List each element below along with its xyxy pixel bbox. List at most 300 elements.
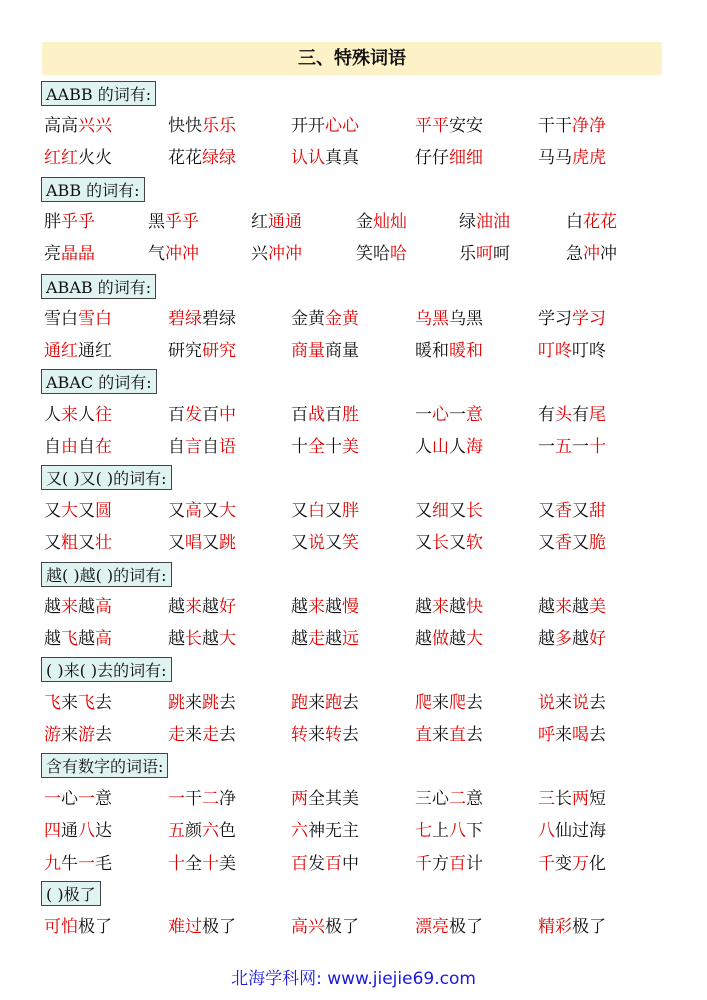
plain-char: 快快 bbox=[168, 116, 202, 136]
plain-char: 越 bbox=[202, 597, 219, 617]
plain-char: 来 bbox=[555, 693, 572, 713]
word-entry bbox=[415, 915, 483, 939]
word-entry bbox=[44, 531, 112, 555]
highlighted-char: 圆 bbox=[95, 501, 112, 521]
plain-char: 雪白 bbox=[44, 309, 78, 329]
highlighted-char: 冲冲 bbox=[165, 244, 199, 264]
word-entry bbox=[44, 723, 112, 747]
plain-char: 越 bbox=[415, 597, 432, 617]
plain-char: 又 bbox=[538, 501, 555, 521]
highlighted-char: 白 bbox=[308, 501, 325, 521]
highlighted-char: 平平 bbox=[415, 116, 449, 136]
highlighted-char: 大 bbox=[219, 501, 236, 521]
word-entry bbox=[44, 595, 112, 619]
highlighted-char: 往 bbox=[95, 405, 112, 425]
highlighted-char: 说 bbox=[538, 693, 555, 713]
highlighted-char: 细细 bbox=[449, 148, 483, 168]
plain-char: 又 bbox=[202, 533, 219, 553]
highlighted-char: 金黄 bbox=[325, 309, 359, 329]
highlighted-char: 通红 bbox=[44, 341, 78, 361]
word-entry bbox=[168, 146, 236, 170]
highlighted-char: 商量 bbox=[291, 341, 325, 361]
highlighted-char: 认认 bbox=[291, 148, 325, 168]
highlighted-char: 乎乎 bbox=[165, 212, 199, 232]
highlighted-char: 花花 bbox=[583, 212, 617, 232]
plain-char: 又 bbox=[291, 533, 308, 553]
highlighted-char: 万 bbox=[572, 854, 589, 874]
highlighted-char: 在 bbox=[95, 437, 112, 457]
highlighted-char: 山 bbox=[432, 437, 449, 457]
word-entry bbox=[566, 210, 617, 234]
word-entry bbox=[415, 787, 483, 811]
highlighted-char: 高 bbox=[185, 501, 202, 521]
highlighted-char: 呼 bbox=[538, 725, 555, 745]
word-entry bbox=[168, 691, 236, 715]
word-entry bbox=[168, 499, 236, 523]
highlighted-char: 四 bbox=[44, 821, 61, 841]
highlighted-char: 冲冲 bbox=[268, 244, 302, 264]
plain-char: 又 bbox=[78, 533, 95, 553]
plain-char: 碧绿 bbox=[202, 309, 236, 329]
highlighted-char: 六 bbox=[291, 821, 308, 841]
word-entry bbox=[168, 852, 236, 876]
highlighted-char: 绿绿 bbox=[202, 148, 236, 168]
highlighted-char: 八 bbox=[538, 821, 555, 841]
word-entry bbox=[459, 210, 510, 234]
highlighted-char: 来 bbox=[308, 597, 325, 617]
highlighted-char: 游 bbox=[44, 725, 61, 745]
word-entry bbox=[291, 499, 359, 523]
word-entry bbox=[538, 307, 606, 331]
highlighted-char: 爬 bbox=[415, 693, 432, 713]
plain-char: 方 bbox=[432, 854, 449, 874]
word-entry bbox=[44, 819, 112, 843]
plain-char: 来 bbox=[61, 725, 78, 745]
plain-char: 来 bbox=[308, 693, 325, 713]
plain-char: 又 bbox=[325, 533, 342, 553]
highlighted-char: 长 bbox=[432, 533, 449, 553]
highlighted-char: 百 bbox=[291, 854, 308, 874]
highlighted-char: 心 bbox=[432, 405, 449, 425]
word-entry bbox=[538, 627, 606, 651]
plain-char: 极了 bbox=[202, 917, 236, 937]
plain-char: 又 bbox=[538, 533, 555, 553]
highlighted-char: 五 bbox=[555, 437, 572, 457]
word-entry bbox=[415, 627, 483, 651]
highlighted-char: 一 bbox=[78, 854, 95, 874]
highlighted-char: 直 bbox=[415, 725, 432, 745]
plain-char: 越 bbox=[572, 629, 589, 649]
word-entry bbox=[356, 242, 407, 266]
word-row bbox=[44, 146, 684, 170]
plain-char: 去 bbox=[342, 725, 359, 745]
plain-char: 有 bbox=[538, 405, 555, 425]
word-entry bbox=[44, 435, 112, 459]
highlighted-char: 碧绿 bbox=[168, 309, 202, 329]
word-entry bbox=[538, 819, 606, 843]
plain-char: 越 bbox=[168, 629, 185, 649]
plain-char: 一 bbox=[449, 405, 466, 425]
plain-char: 百 bbox=[168, 405, 185, 425]
word-entry bbox=[415, 819, 483, 843]
highlighted-char: 走 bbox=[202, 725, 219, 745]
word-entry bbox=[291, 787, 359, 811]
word-entry bbox=[291, 146, 359, 170]
highlighted-char: 做 bbox=[432, 629, 449, 649]
highlighted-char: 高 bbox=[95, 597, 112, 617]
plain-char: 真真 bbox=[325, 148, 359, 168]
plain-char: 发 bbox=[308, 854, 325, 874]
plain-char: 金黄 bbox=[291, 309, 325, 329]
highlighted-char: 爬 bbox=[449, 693, 466, 713]
word-entry bbox=[44, 403, 112, 427]
plain-char: 去 bbox=[95, 725, 112, 745]
word-row bbox=[44, 531, 684, 555]
highlighted-char: 雪白 bbox=[78, 309, 112, 329]
plain-char: 研究 bbox=[168, 341, 202, 361]
plain-char: 长 bbox=[555, 789, 572, 809]
plain-char: 下 bbox=[466, 821, 483, 841]
word-entry bbox=[44, 242, 95, 266]
highlighted-char: 好 bbox=[589, 629, 606, 649]
highlighted-char: 学习 bbox=[572, 309, 606, 329]
highlighted-char: 两 bbox=[291, 789, 308, 809]
highlighted-char: 言 bbox=[185, 437, 202, 457]
highlighted-char: 跳 bbox=[202, 693, 219, 713]
word-entry bbox=[291, 435, 359, 459]
highlighted-char: 来 bbox=[61, 405, 78, 425]
plain-char: 越 bbox=[538, 597, 555, 617]
plain-char: 又 bbox=[415, 501, 432, 521]
highlighted-char: 百 bbox=[325, 854, 342, 874]
plain-char: 高高 bbox=[44, 116, 78, 136]
highlighted-char: 千 bbox=[415, 854, 432, 874]
highlighted-char: 十 bbox=[202, 854, 219, 874]
plain-char: 又 bbox=[78, 501, 95, 521]
highlighted-char: 八 bbox=[78, 821, 95, 841]
plain-char: 极了 bbox=[449, 917, 483, 937]
plain-char: 黑 bbox=[148, 212, 165, 232]
plain-char: 牛 bbox=[61, 854, 78, 874]
plain-char: 百 bbox=[291, 405, 308, 425]
highlighted-char: 慢 bbox=[342, 597, 359, 617]
word-row bbox=[44, 435, 684, 459]
highlighted-char: 呵 bbox=[476, 244, 493, 264]
plain-char: 全其美 bbox=[308, 789, 359, 809]
word-entry bbox=[415, 146, 483, 170]
plain-char: 来 bbox=[308, 725, 325, 745]
word-entry bbox=[538, 595, 606, 619]
word-row bbox=[44, 242, 684, 266]
plain-char: 人 bbox=[449, 437, 466, 457]
plain-char: 又 bbox=[572, 501, 589, 521]
word-row bbox=[44, 691, 684, 715]
plain-char: 来 bbox=[185, 693, 202, 713]
word-entry bbox=[538, 691, 606, 715]
plain-char: 来 bbox=[432, 725, 449, 745]
word-entry bbox=[148, 210, 199, 234]
plain-char: 去 bbox=[95, 693, 112, 713]
word-entry bbox=[415, 531, 483, 555]
plain-char: 来 bbox=[185, 725, 202, 745]
highlighted-char: 说 bbox=[308, 533, 325, 553]
word-row bbox=[44, 819, 684, 843]
word-entry bbox=[44, 499, 112, 523]
plain-char: 去 bbox=[466, 725, 483, 745]
word-entry bbox=[44, 691, 112, 715]
highlighted-char: 乌黑 bbox=[415, 309, 449, 329]
highlighted-char: 千 bbox=[538, 854, 555, 874]
highlighted-char: 软 bbox=[466, 533, 483, 553]
highlighted-char: 八 bbox=[449, 821, 466, 841]
plain-char: 去 bbox=[342, 693, 359, 713]
highlighted-char: 飞 bbox=[61, 629, 78, 649]
highlighted-char: 壮 bbox=[95, 533, 112, 553]
plain-char: 又 bbox=[415, 533, 432, 553]
highlighted-char: 通通 bbox=[268, 212, 302, 232]
highlighted-char: 意 bbox=[466, 405, 483, 425]
plain-char: 学习 bbox=[538, 309, 572, 329]
word-row bbox=[44, 915, 684, 939]
highlighted-char: 跑 bbox=[325, 693, 342, 713]
highlighted-char: 直 bbox=[449, 725, 466, 745]
word-entry bbox=[291, 915, 359, 939]
plain-char: 又 bbox=[572, 533, 589, 553]
word-entry bbox=[44, 787, 112, 811]
plain-char: 全 bbox=[185, 854, 202, 874]
section-label: ABB 的词有: bbox=[41, 177, 145, 202]
word-entry bbox=[44, 114, 112, 138]
plain-char: 又 bbox=[291, 501, 308, 521]
highlighted-char: 灿灿 bbox=[373, 212, 407, 232]
plain-char: 又 bbox=[449, 533, 466, 553]
highlighted-char: 研究 bbox=[202, 341, 236, 361]
plain-char: 去 bbox=[589, 693, 606, 713]
plain-char: 越 bbox=[78, 629, 95, 649]
highlighted-char: 跳 bbox=[219, 533, 236, 553]
plain-char: 计 bbox=[466, 854, 483, 874]
highlighted-char: 乎乎 bbox=[61, 212, 95, 232]
plain-char: 亮 bbox=[44, 244, 61, 264]
word-entry bbox=[168, 819, 236, 843]
highlighted-char: 十 bbox=[168, 854, 185, 874]
highlighted-char: 大 bbox=[466, 629, 483, 649]
highlighted-char: 一 bbox=[168, 789, 185, 809]
word-entry bbox=[415, 435, 483, 459]
highlighted-char: 两 bbox=[572, 789, 589, 809]
highlighted-char: 二 bbox=[202, 789, 219, 809]
plain-char: 毛 bbox=[95, 854, 112, 874]
word-entry bbox=[415, 499, 483, 523]
highlighted-char: 五 bbox=[168, 821, 185, 841]
section-label: ABAC 的词有: bbox=[41, 369, 157, 394]
plain-char: 百 bbox=[325, 405, 342, 425]
highlighted-char: 好 bbox=[219, 597, 236, 617]
highlighted-char: 晶晶 bbox=[61, 244, 95, 264]
word-entry bbox=[168, 915, 236, 939]
plain-char: 极了 bbox=[78, 917, 112, 937]
plain-char: 十 bbox=[291, 437, 308, 457]
section-label: ( )来( )去的词有: bbox=[41, 657, 172, 682]
word-entry bbox=[291, 531, 359, 555]
word-entry bbox=[168, 114, 236, 138]
plain-char: 暖和 bbox=[415, 341, 449, 361]
highlighted-char: 游 bbox=[78, 725, 95, 745]
word-entry bbox=[415, 723, 483, 747]
plain-char: 越 bbox=[78, 597, 95, 617]
plain-char: 越 bbox=[538, 629, 555, 649]
section-label: ABAB 的词有: bbox=[41, 274, 156, 299]
highlighted-char: 发 bbox=[185, 405, 202, 425]
word-entry bbox=[291, 595, 359, 619]
plain-char: 越 bbox=[44, 597, 61, 617]
highlighted-char: 香 bbox=[555, 533, 572, 553]
plain-char: 人 bbox=[78, 405, 95, 425]
word-entry bbox=[291, 627, 359, 651]
highlighted-char: 叮咚 bbox=[538, 341, 572, 361]
highlighted-char: 净净 bbox=[572, 116, 606, 136]
plain-char: 人 bbox=[44, 405, 61, 425]
highlighted-char: 乐乐 bbox=[202, 116, 236, 136]
word-entry bbox=[251, 242, 302, 266]
highlighted-char: 走 bbox=[168, 725, 185, 745]
plain-char: 笑哈 bbox=[356, 244, 390, 264]
word-row bbox=[44, 307, 684, 331]
highlighted-char: 喝 bbox=[572, 725, 589, 745]
word-entry bbox=[44, 627, 112, 651]
word-entry bbox=[459, 242, 510, 266]
plain-char: 呵 bbox=[493, 244, 510, 264]
plain-char: 有 bbox=[572, 405, 589, 425]
plain-char: 叮咚 bbox=[572, 341, 606, 361]
plain-char: 去 bbox=[219, 693, 236, 713]
plain-char: 气 bbox=[148, 244, 165, 264]
highlighted-char: 香 bbox=[555, 501, 572, 521]
plain-char: 美 bbox=[219, 854, 236, 874]
plain-char: 达 bbox=[95, 821, 112, 841]
word-entry bbox=[44, 210, 95, 234]
word-entry bbox=[168, 595, 236, 619]
section-label: 越( )越( )的词有: bbox=[41, 562, 172, 587]
highlighted-char: 唱 bbox=[185, 533, 202, 553]
highlighted-char: 来 bbox=[185, 597, 202, 617]
plain-char: 花花 bbox=[168, 148, 202, 168]
highlighted-char: 六 bbox=[202, 821, 219, 841]
word-row bbox=[44, 852, 684, 876]
plain-char: 又 bbox=[325, 501, 342, 521]
plain-char: 安安 bbox=[449, 116, 483, 136]
word-entry bbox=[538, 915, 606, 939]
plain-char: 色 bbox=[219, 821, 236, 841]
plain-char: 去 bbox=[589, 725, 606, 745]
word-entry bbox=[44, 307, 112, 331]
plain-char: 兴 bbox=[251, 244, 268, 264]
highlighted-char: 细 bbox=[432, 501, 449, 521]
word-entry bbox=[538, 146, 606, 170]
word-row bbox=[44, 339, 684, 363]
plain-char: 来 bbox=[61, 693, 78, 713]
highlighted-char: 脆 bbox=[589, 533, 606, 553]
highlighted-char: 跑 bbox=[291, 693, 308, 713]
plain-char: 越 bbox=[291, 597, 308, 617]
highlighted-char: 红红 bbox=[44, 148, 78, 168]
plain-char: 来 bbox=[432, 693, 449, 713]
highlighted-char: 跳 bbox=[168, 693, 185, 713]
highlighted-char: 胖 bbox=[342, 501, 359, 521]
plain-char: 一 bbox=[572, 437, 589, 457]
plain-char: 去 bbox=[466, 693, 483, 713]
highlighted-char: 语 bbox=[219, 437, 236, 457]
page-title: 三、特殊词语 bbox=[42, 42, 662, 75]
highlighted-char: 难过 bbox=[168, 917, 202, 937]
plain-char: 仔仔 bbox=[415, 148, 449, 168]
plain-char: 中 bbox=[342, 854, 359, 874]
highlighted-char: 一 bbox=[44, 789, 61, 809]
word-row bbox=[44, 499, 684, 523]
highlighted-char: 飞 bbox=[78, 693, 95, 713]
highlighted-char: 十 bbox=[589, 437, 606, 457]
plain-char: 又 bbox=[168, 533, 185, 553]
plain-char: 短 bbox=[589, 789, 606, 809]
highlighted-char: 可怕 bbox=[44, 917, 78, 937]
plain-char: 白 bbox=[566, 212, 583, 232]
plain-char: 意 bbox=[466, 789, 483, 809]
plain-char: 又 bbox=[44, 501, 61, 521]
word-row bbox=[44, 627, 684, 651]
highlighted-char: 快 bbox=[466, 597, 483, 617]
highlighted-char: 走 bbox=[308, 629, 325, 649]
highlighted-char: 高兴 bbox=[291, 917, 325, 937]
word-entry bbox=[415, 691, 483, 715]
plain-char: 越 bbox=[168, 597, 185, 617]
word-entry bbox=[415, 339, 483, 363]
highlighted-char: 美 bbox=[342, 437, 359, 457]
highlighted-char: 转 bbox=[325, 725, 342, 745]
highlighted-char: 冲 bbox=[583, 244, 600, 264]
plain-char: 急 bbox=[566, 244, 583, 264]
highlighted-char: 百 bbox=[449, 854, 466, 874]
highlighted-char: 大 bbox=[219, 629, 236, 649]
plain-char: 越 bbox=[449, 597, 466, 617]
highlighted-char: 全 bbox=[308, 437, 325, 457]
word-entry bbox=[168, 627, 236, 651]
plain-char: 越 bbox=[202, 629, 219, 649]
section-label: ( )极了 bbox=[41, 881, 101, 906]
word-entry bbox=[168, 403, 236, 427]
highlighted-char: 转 bbox=[291, 725, 308, 745]
plain-char: 来 bbox=[555, 725, 572, 745]
plain-char: 胖 bbox=[44, 212, 61, 232]
word-entry bbox=[291, 691, 359, 715]
word-entry bbox=[291, 852, 359, 876]
plain-char: 十 bbox=[325, 437, 342, 457]
plain-char: 金 bbox=[356, 212, 373, 232]
footer-watermark: 北海学科网: www.jiejie69.com bbox=[231, 969, 476, 989]
word-entry bbox=[168, 787, 236, 811]
highlighted-char: 三 bbox=[415, 789, 432, 809]
section-label: 含有数字的词语: bbox=[41, 753, 168, 778]
highlighted-char: 海 bbox=[466, 437, 483, 457]
highlighted-char: 七 bbox=[415, 821, 432, 841]
word-row bbox=[44, 723, 684, 747]
plain-char: 干 bbox=[185, 789, 202, 809]
plain-char: 自 bbox=[44, 437, 61, 457]
highlighted-char: 高 bbox=[95, 629, 112, 649]
word-entry bbox=[538, 787, 606, 811]
highlighted-char: 来 bbox=[61, 597, 78, 617]
plain-char: 又 bbox=[449, 501, 466, 521]
word-entry bbox=[168, 531, 236, 555]
